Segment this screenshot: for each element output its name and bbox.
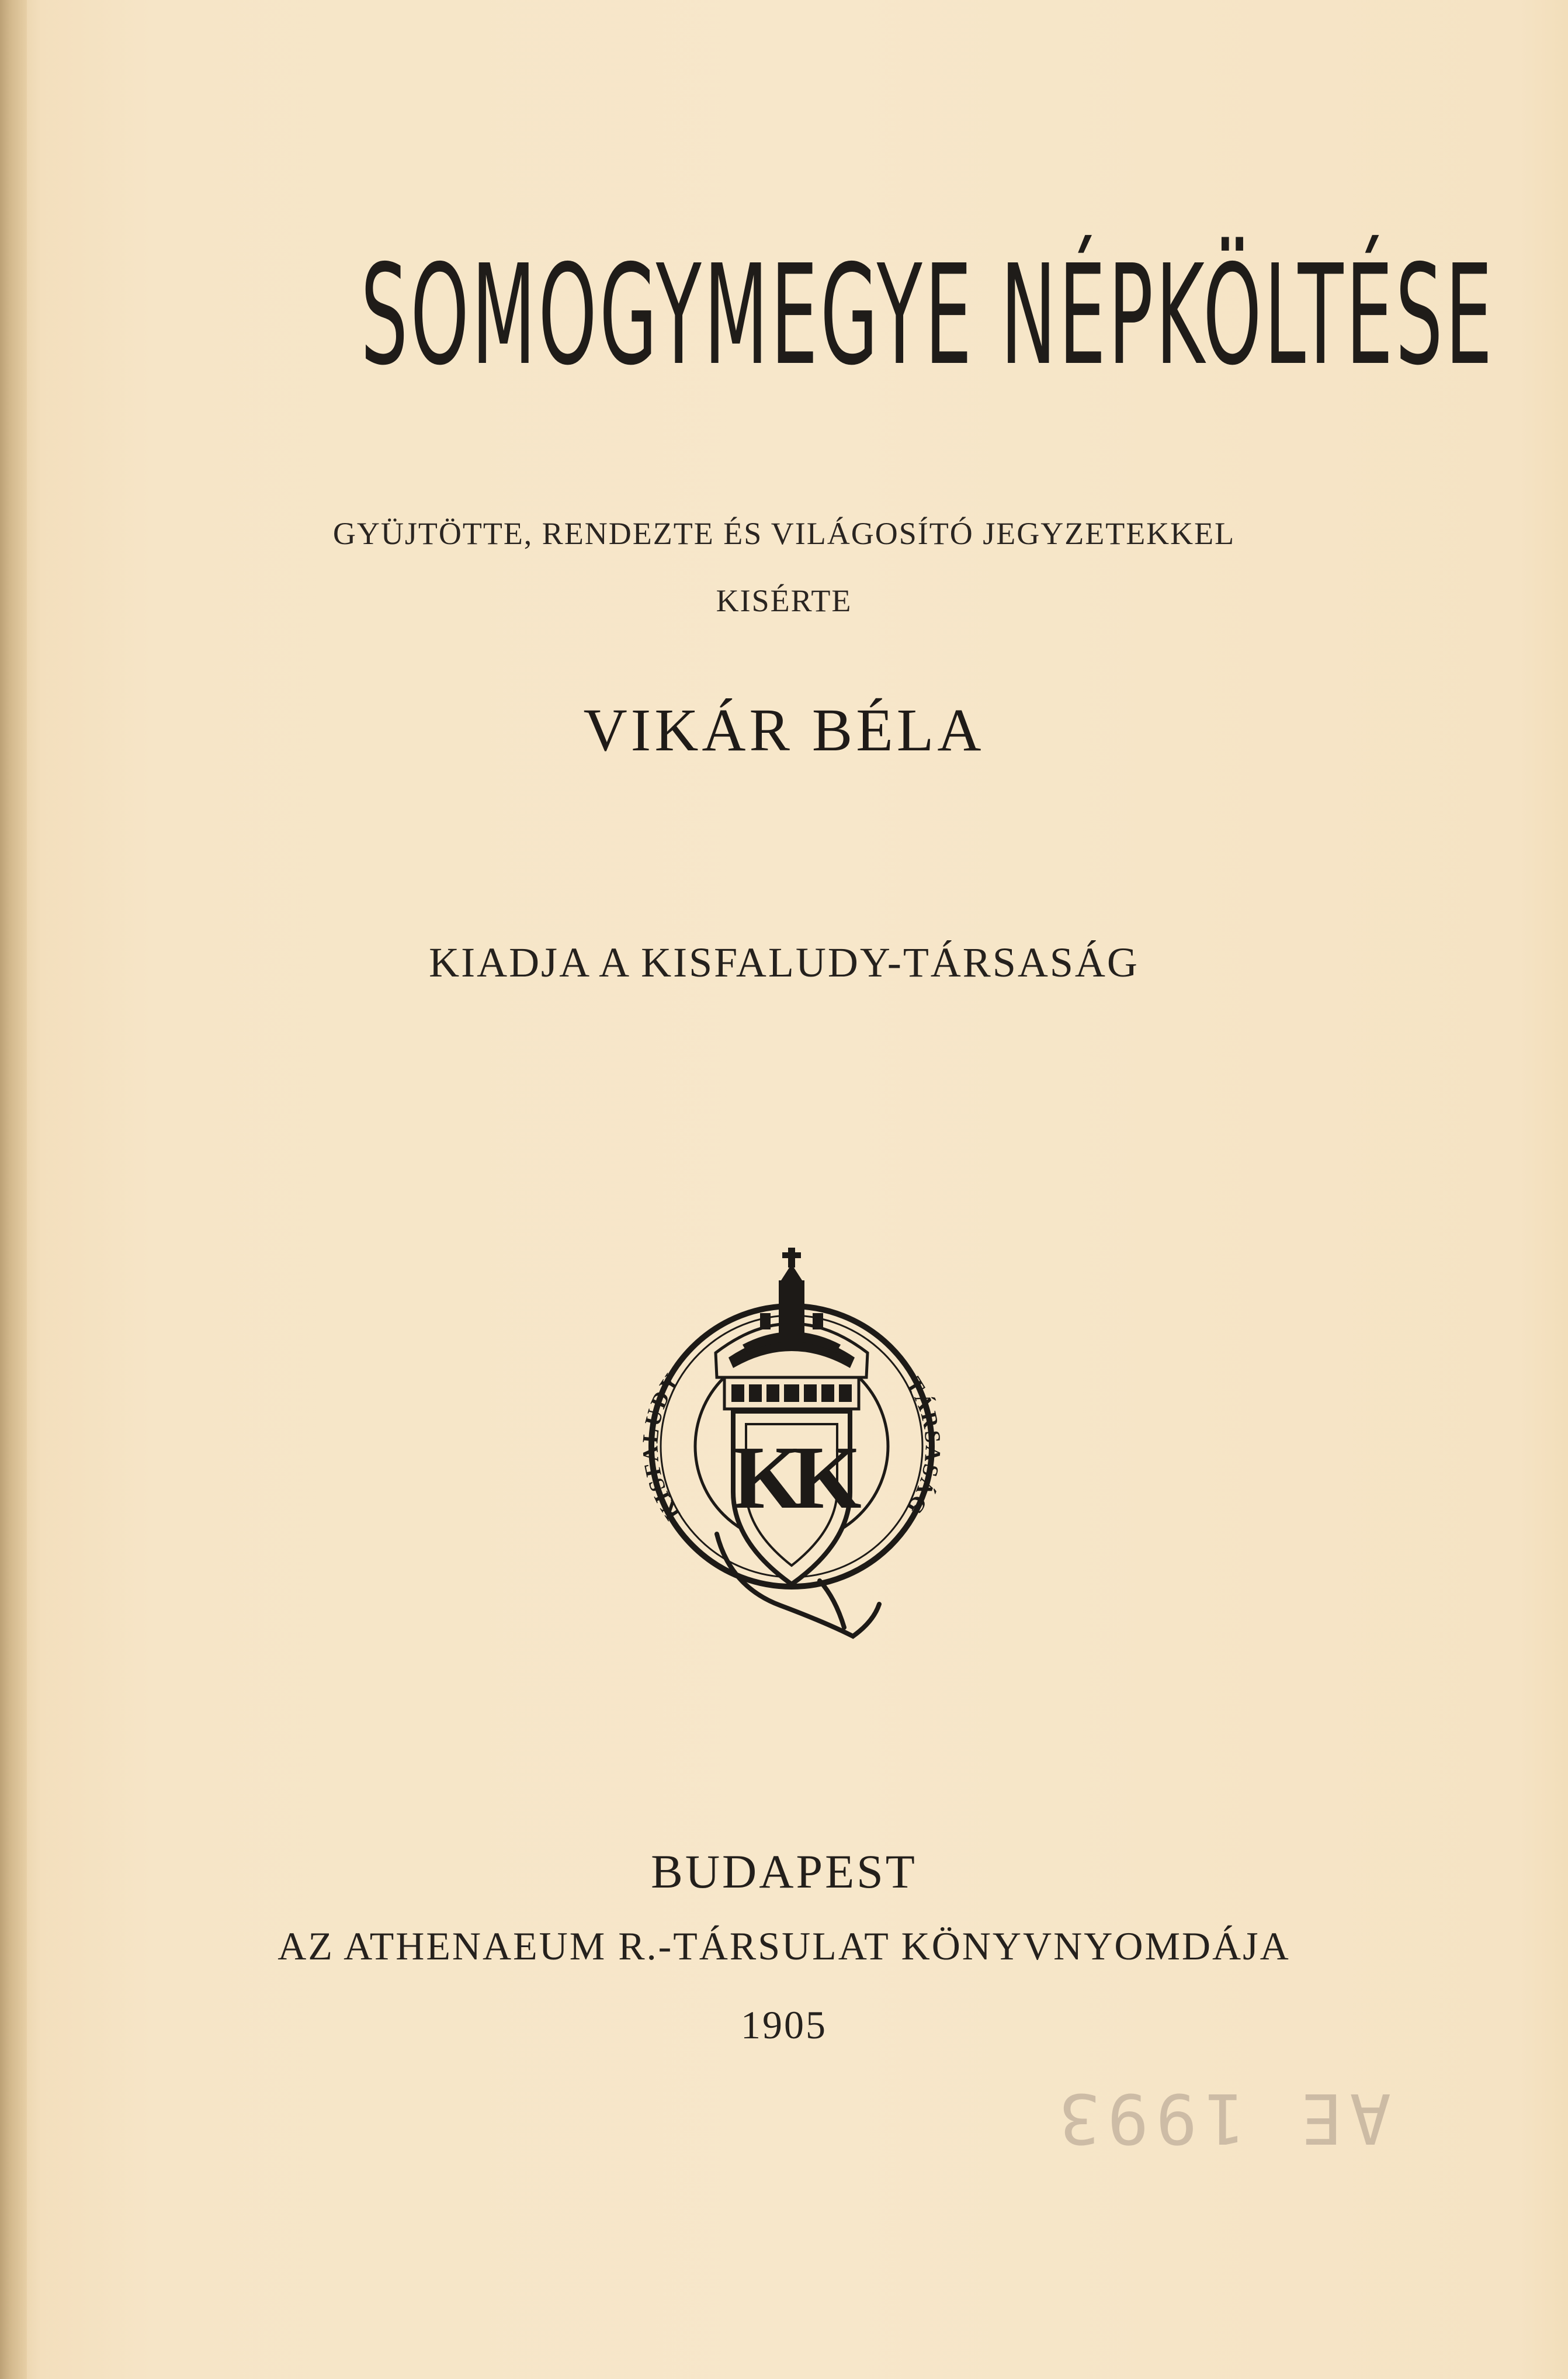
publisher-line: KIADJA A KISFALUDY-TÁRSASÁG: [429, 939, 1139, 986]
publication-year: 1905: [741, 2003, 827, 2047]
seal-monogram: KK: [732, 1428, 851, 1528]
library-shelf-mark: AE 1993: [1052, 2078, 1392, 2159]
publication-city: BUDAPEST: [651, 1845, 917, 1898]
seal-ring-left-text: KISFALUDY: [638, 1368, 685, 1525]
author-name: VIKÁR BÉLA: [583, 697, 985, 764]
subtitle-line-2: KISÉRTE: [716, 583, 852, 618]
kisfaludy-tarsasag-seal-icon: [634, 1207, 949, 1645]
printer-line: AZ ATHENAEUM R.-TÁRSULAT KÖNYVNYOMDÁJA: [277, 1924, 1291, 1968]
svg-text:KISFALUDY: [638, 1368, 685, 1524]
subtitle-line-1: GYÜJTÖTTE, RENDEZTE ÉS VILÁGOSÍTÓ JEGYZETEKKEL: [332, 516, 1236, 551]
book-title: SOMOGYMEGYE NÉPKÖLTÉSE: [360, 235, 1495, 396]
seal-ring-right-text: TÁRSASÁG: [901, 1373, 945, 1520]
